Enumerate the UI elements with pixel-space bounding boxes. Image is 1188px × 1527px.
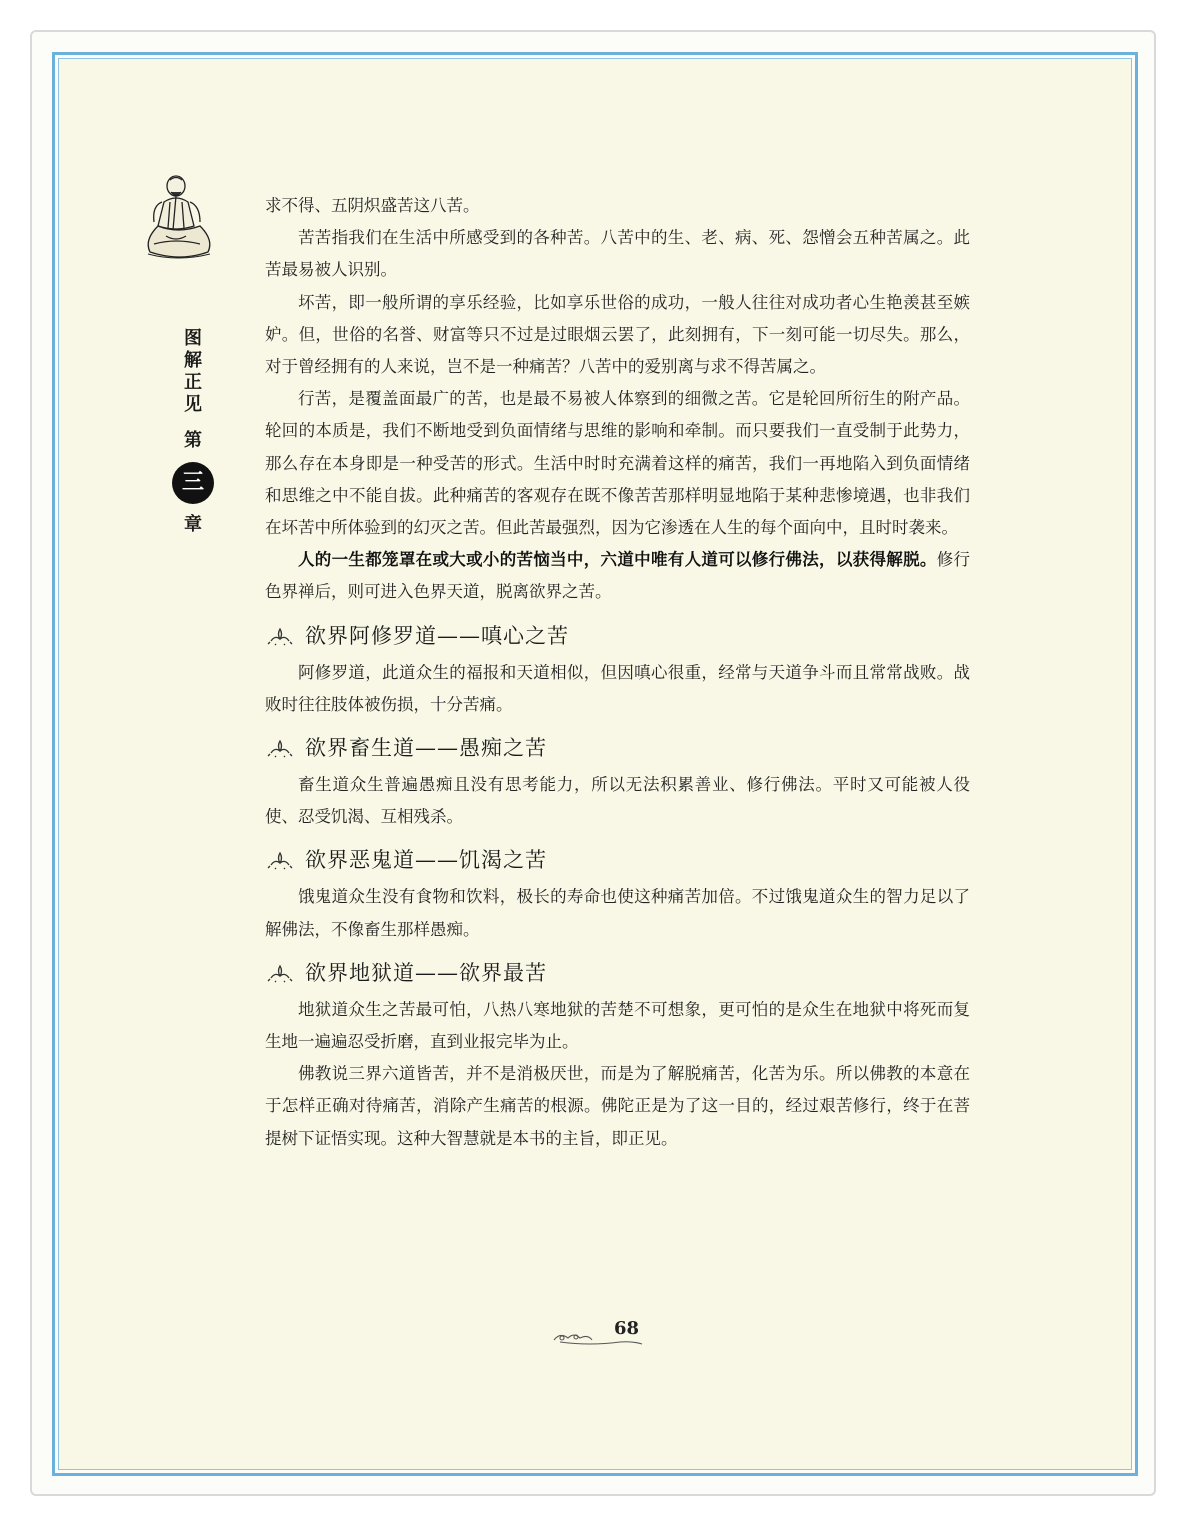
section-heading (265, 843, 970, 877)
paragraph (265, 544, 970, 608)
section-heading-text: 欲界畜生道——愚痴之苦 (305, 736, 547, 761)
bold-text: 人的一生都笼罩在或大或小的苦恼当中，六道中唯有人道可以修行佛法，以获得解脱。 (298, 550, 937, 570)
section-heading-text: 欲界阿修罗道——嗔心之苦 (305, 623, 569, 648)
chapter-side-label (178, 328, 208, 536)
paragraph-text: 修行色界禅后，则可进入色界天道，脱离欲界之苦。 (265, 550, 971, 602)
paragraph: 坏苦，即一般所谓的享乐经验，比如享乐世俗的成功，一般人往往对成功者心生艳羡甚至嫉妒。但，世俗的名誉、财富等只不过是过眼烟云罢了，此刻拥有，下一刻可能一切尽失。那么，对于曾经拥有的人来说，岂不是一种痛苦？八苦中的爱别离与求不得苦属之。 (265, 292, 970, 377)
chapter-number-badge: 三 (172, 462, 214, 504)
lotus-ornament-icon (265, 849, 295, 871)
paragraph: 地狱道众生之苦最可怕，八热八寒地狱的苦楚不可想象，更可怕的是众生在地狱中将死而复生地一遍遍忍受折磨，直到业报完毕为止。 (265, 999, 970, 1052)
paragraph: 行苦，是覆盖面最广的苦，也是最不易被人体察到的细微之苦。它是轮回所衍生的附产品。轮回的本质是，我们不断地受到负面情绪与思维的影响和牵制。而只要我们一直受制于此势力，那么存在本身即是一种受苦的形式。生活中时时充满着这样的痛苦，我们一再地陷入到负面情绪和思维之中不能自拔。此种痛苦的客观存在既不像苦苦那样明显地陷于某种悲惨境遇，也非我们在坏苦中所体验到的幻灭之苦。但此苦最强烈，因为它渗透在人生的每个面向中，且时时袭来。 (265, 389, 970, 538)
book-title-char: 图 (184, 328, 202, 349)
book-title-char: 见 (184, 394, 202, 415)
section-heading (265, 619, 970, 653)
chapter-suffix: 章 (184, 514, 202, 535)
chapter-prefix: 第 (184, 430, 202, 451)
book-title-char: 正 (184, 372, 202, 393)
book-title-char: 解 (184, 350, 202, 371)
paragraph: 苦苦指我们在生活中所感受到的各种苦。八苦中的生、老、病、死、怨憎会五种苦属之。此苦最易被人识别。 (265, 228, 970, 280)
paragraph: 畜生道众生普遍愚痴且没有思考能力，所以无法积累善业、修行佛法。平时又可能被人役使、忍受饥渴、互相残杀。 (265, 775, 970, 827)
paragraph: 佛教说三界六道皆苦，并不是消极厌世，而是为了解脱痛苦，化苦为乐。所以佛教的本意在于怎样正确对待痛苦，消除产生痛苦的根源。佛陀正是为了这一目的，经过艰苦修行，终于在菩提树下证悟实现。这种大智慧就是本书的主旨，即正见。 (265, 1064, 970, 1148)
section-heading (265, 956, 970, 990)
section-heading-text: 欲界恶鬼道——饥渴之苦 (305, 848, 547, 873)
paragraph: 阿修罗道，此道众生的福报和天道相似，但因嗔心很重，经常与天道争斗而且常常战败。战败时往往肢体被伤损，十分苦痛。 (265, 662, 970, 714)
lotus-ornament-icon (265, 737, 295, 759)
lotus-ornament-icon (265, 962, 295, 984)
lotus-ornament-icon (265, 625, 295, 647)
page-footer (550, 1318, 670, 1348)
paragraph: 饿鬼道众生没有食物和饮料，极长的寿命也使这种痛苦加倍。不过饿鬼道众生的智力足以了解佛法，不像畜生那样愚痴。 (265, 887, 970, 939)
section-heading (265, 731, 970, 765)
paragraph: 求不得、五阴炽盛苦这八苦。 (265, 196, 480, 215)
page-number: 68 (614, 1318, 640, 1339)
section-heading-text: 欲界地狱道——欲界最苦 (305, 960, 547, 985)
main-text (265, 190, 970, 1155)
meditating-monk-illustration (140, 172, 216, 264)
